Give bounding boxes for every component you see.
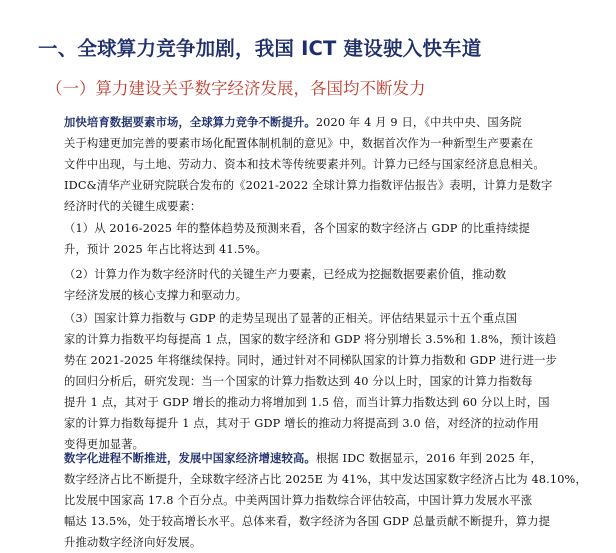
paragraph-line: 升推动数字经济向好发展。: [64, 536, 202, 549]
paragraph-line: 家的计算力指数每提升 1 点，其对于 GDP 增长的推动力将提高到 3.0 倍，对经济的拉动作用: [64, 417, 539, 430]
paragraph-line: 家的计算力指数平均每提高 1 点，国家的数字经济和 GDP 将分别增长 3.5%和 1.8%，预计该趋: [64, 333, 557, 346]
paragraph-text: 2020 年 4 月 9 日，《中共中央、国务院: [315, 116, 522, 129]
bold-lead-sentence: 加快培育数据要素市场，全球算力竞争不断提升。: [64, 115, 316, 129]
paragraph-point-1: [64, 218, 594, 260]
paragraph-line: 升，预计 2025 年占比将达到 41.5%。: [64, 243, 268, 256]
paragraph-line: 提升 1 点，其对于 GDP 增长的推动力将增加到 1.5 倍，而当计算力指数达到 60 分以上时，国: [64, 396, 550, 409]
paragraph-line: 变得更加显著。: [64, 438, 145, 451]
paragraph-line: [64, 112, 594, 133]
section-heading: 一、全球算力竞争加剧，我国 ICT 建设驶入快车道: [38, 37, 482, 60]
paragraph-data-market: [64, 112, 594, 217]
paragraph-point-2: [64, 264, 594, 306]
paragraph-line: 关于构建更加完善的要素市场化配置体制机制的意见》中，数据首次作为一种新型生产要素在: [64, 137, 534, 150]
paragraph-line: （3）国家计算力指数与 GDP 的走势呈现出了显著的正相关。评估结果显示十五个重点国: [64, 312, 518, 325]
paragraph-line: 字经济发展的核心支撑力和驱动力。: [64, 289, 248, 302]
bold-lead-sentence: 数字化进程不断推进，发展中国家经济增速较高。: [64, 451, 316, 465]
paragraph-line: 文件中出现，与土地、劳动力、资本和技术等传统要素并列。计算力已经与国家经济息息相关。: [64, 158, 545, 171]
paragraph-line: 幅达 13.5%，处于较高增长水平。总体来看，数字经济为各国 GDP 总量贡献不断提升，算力提: [64, 515, 551, 528]
paragraph-line: [64, 448, 594, 469]
subsection-heading: （一）算力建设关乎数字经济发展，各国均不断发力: [46, 79, 426, 98]
paragraph-line: （1）从 2016-2025 年的整体趋势及预测来看，各个国家的数字经济占 GDP 的比重持续提: [64, 222, 530, 235]
paragraph-line: 势在 2021-2025 年将继续保持。同时，通过针对不同梯队国家的计算力指数和 GDP 进行进一步: [64, 354, 557, 367]
paragraph-line: 比发展中国家高 17.8 个百分点。中美两国计算力指数综合评估较高，中国计算力发展水平涨: [64, 494, 533, 507]
paragraph-point-3: [64, 308, 594, 455]
paragraph-text: 根据 IDC 数据显示，2016 年到 2025 年，: [315, 452, 542, 465]
paragraph-line: 经济时代的关键生成要素：: [64, 200, 202, 213]
paragraph-line: IDC&清华产业研究院联合发布的《2021-2022 全球计算力指数评估报告》表明，计算力是数字: [64, 179, 553, 192]
paragraph-digitalization: [64, 448, 594, 553]
paragraph-line: 数字经济占比不断提升，全球数字经济占比 2025E 为 41%，其中发达国家数字经济占比为 48.10%，: [64, 473, 587, 486]
paragraph-line: 的回归分析后，研究发现：当一个国家的计算力指数达到 40 分以上时，国家的计算力指数每: [64, 375, 533, 388]
paragraph-line: （2）计算力作为数字经济时代的关键生产力要素，已经成为挖掘数据要素价值，推动数: [64, 268, 507, 281]
